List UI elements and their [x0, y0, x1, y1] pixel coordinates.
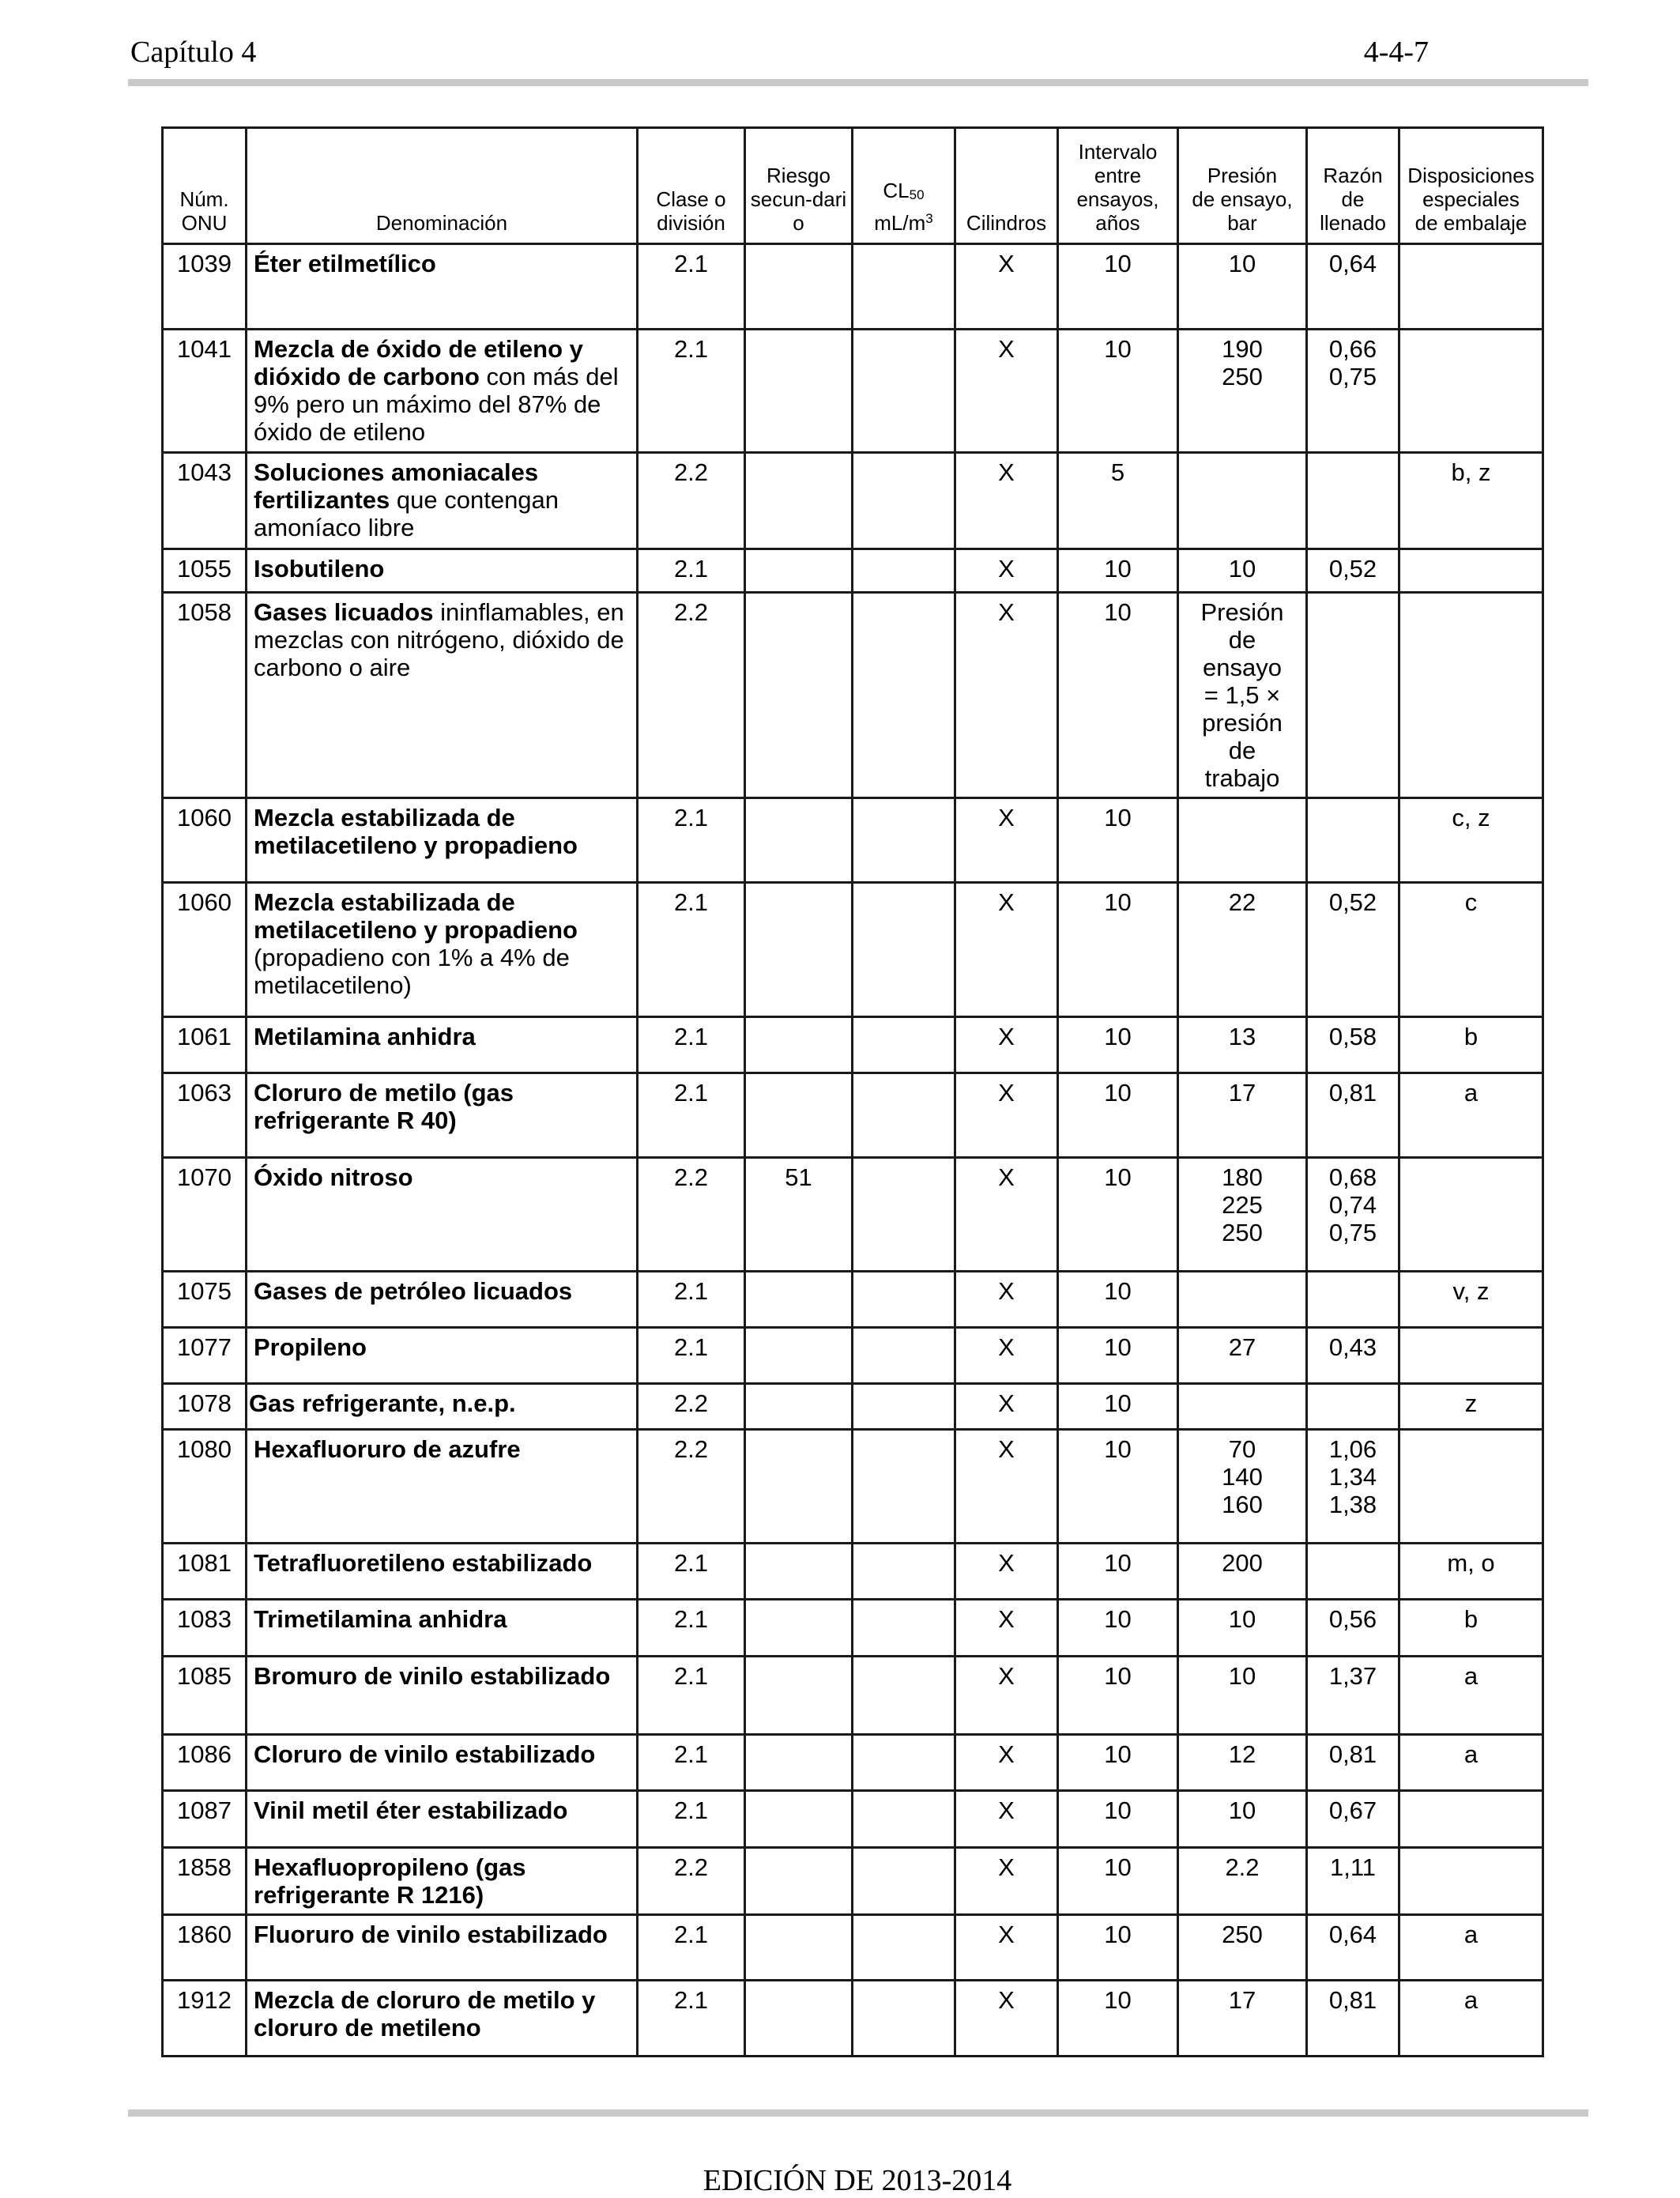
cell-interval: 10 — [1058, 1073, 1178, 1158]
cell-risk — [745, 1430, 853, 1544]
col-header-ratio: Razón de llenado — [1307, 128, 1399, 244]
denomination-bold: Cloruro de vinilo estabilizado — [254, 1740, 596, 1768]
cell-denomination — [247, 1158, 638, 1272]
cell-ratio: 0,66 0,75 — [1307, 330, 1399, 453]
cell-cylinders: X — [955, 1430, 1058, 1544]
table-row — [163, 1600, 1543, 1657]
cell-ratio — [1307, 453, 1399, 549]
cell-class: 2.1 — [638, 1600, 745, 1657]
cell-denomination — [247, 1430, 638, 1544]
cell-special — [1399, 330, 1543, 453]
cell-class: 2.1 — [638, 1073, 745, 1158]
cell-onu: 1858 — [163, 1848, 247, 1915]
cell-cl50 — [853, 1600, 955, 1657]
col-header-class: Clase o división — [638, 128, 745, 244]
cell-pressure: 13 — [1178, 1017, 1307, 1073]
cell-cl50 — [853, 1915, 955, 1981]
cell-risk — [745, 593, 853, 798]
denomination-bold: Soluciones amoniacales fertilizantes — [254, 458, 539, 514]
cell-denomination — [247, 244, 638, 330]
cell-special: c — [1399, 883, 1543, 1017]
table-row — [163, 1791, 1543, 1848]
cell-cylinders: X — [955, 1544, 1058, 1600]
cell-special: c, z — [1399, 798, 1543, 883]
cell-interval: 10 — [1058, 549, 1178, 593]
cell-interval: 5 — [1058, 453, 1178, 549]
cell-class: 2.2 — [638, 453, 745, 549]
denomination-bold: Gases licuados — [254, 598, 434, 626]
cell-onu: 1043 — [163, 453, 247, 549]
cell-interval: 10 — [1058, 1272, 1178, 1328]
cell-cylinders: X — [955, 1384, 1058, 1430]
cell-pressure: 12 — [1178, 1735, 1307, 1791]
table-row — [163, 330, 1543, 453]
cell-denomination — [247, 1328, 638, 1384]
col-header-name: Denominación — [247, 128, 638, 244]
cell-class: 2.1 — [638, 1272, 745, 1328]
table-row — [163, 1073, 1543, 1158]
cell-interval: 10 — [1058, 593, 1178, 798]
cell-interval: 10 — [1058, 1544, 1178, 1600]
cell-ratio: 0,67 — [1307, 1791, 1399, 1848]
chapter-label: Capítulo 4 — [130, 36, 257, 69]
cell-special: b — [1399, 1017, 1543, 1073]
table-row — [163, 1915, 1543, 1981]
cell-class: 2.1 — [638, 798, 745, 883]
denomination-bold: Mezcla de óxido de etileno y dióxido de carbono — [254, 335, 583, 390]
cell-special — [1399, 1430, 1543, 1544]
cell-class: 2.1 — [638, 549, 745, 593]
denomination-bold: Trimetilamina anhidra — [254, 1605, 507, 1633]
cell-onu: 1860 — [163, 1915, 247, 1981]
cell-risk — [745, 1915, 853, 1981]
cell-onu: 1055 — [163, 549, 247, 593]
cell-cylinders: X — [955, 1073, 1058, 1158]
cell-special — [1399, 549, 1543, 593]
cell-pressure: 17 — [1178, 1073, 1307, 1158]
cell-denomination — [247, 1848, 638, 1915]
cell-cl50 — [853, 1848, 955, 1915]
cell-pressure — [1178, 798, 1307, 883]
denomination-detail: (propadieno con 1% a 4% de metilacetileno) — [254, 944, 570, 999]
table-row — [163, 593, 1543, 798]
table-row — [163, 1735, 1543, 1791]
header-rule — [128, 79, 1588, 86]
cell-risk — [745, 1544, 853, 1600]
cell-ratio: 0,56 — [1307, 1600, 1399, 1657]
cell-risk — [745, 1791, 853, 1848]
table-row — [163, 1657, 1543, 1735]
cell-denomination — [247, 1981, 638, 2057]
cell-ratio: 1,06 1,34 1,38 — [1307, 1430, 1399, 1544]
cell-pressure: 22 — [1178, 883, 1307, 1017]
footer-rule — [128, 2109, 1588, 2117]
cell-cylinders: X — [955, 1017, 1058, 1073]
cell-risk — [745, 1981, 853, 2057]
cell-pressure: 10 — [1178, 1657, 1307, 1735]
col-header-special: Disposiciones especiales de embalaje — [1399, 128, 1543, 244]
cell-onu: 1080 — [163, 1430, 247, 1544]
cell-interval: 10 — [1058, 1735, 1178, 1791]
cell-cl50 — [853, 1272, 955, 1328]
cell-interval: 10 — [1058, 1430, 1178, 1544]
table-row — [163, 244, 1543, 330]
cell-denomination — [247, 1073, 638, 1158]
cell-class: 2.2 — [638, 593, 745, 798]
cell-denomination — [247, 1384, 638, 1430]
denomination-detail: ininflamables, en mezclas con nitrógeno, dióxido de carbono o aire — [254, 598, 624, 681]
cell-denomination — [247, 1017, 638, 1073]
cell-risk — [745, 1017, 853, 1073]
cell-ratio: 0,68 0,74 0,75 — [1307, 1158, 1399, 1272]
cell-risk — [745, 1600, 853, 1657]
edition-footer: EDICIÓN DE 2013-2014 — [703, 2164, 1012, 2197]
cell-special: z — [1399, 1384, 1543, 1430]
cell-special — [1399, 1328, 1543, 1384]
cell-denomination — [247, 1544, 638, 1600]
cell-ratio — [1307, 1384, 1399, 1430]
cell-interval: 10 — [1058, 1384, 1178, 1430]
denomination-bold: Hexafluopropileno (gas refrigerante R 1216) — [254, 1853, 526, 1909]
cell-cylinders: X — [955, 330, 1058, 453]
cell-interval: 10 — [1058, 1600, 1178, 1657]
cell-cylinders: X — [955, 1657, 1058, 1735]
cell-ratio: 1,11 — [1307, 1848, 1399, 1915]
cell-denomination — [247, 549, 638, 593]
cell-cl50 — [853, 1981, 955, 2057]
table-row — [163, 883, 1543, 1017]
cell-onu: 1912 — [163, 1981, 247, 2057]
cell-special: a — [1399, 1735, 1543, 1791]
cell-class: 2.2 — [638, 1848, 745, 1915]
denomination-detail: con más del 9% pero un máximo del 87% de óxido de etileno — [254, 363, 619, 446]
cell-denomination — [247, 883, 638, 1017]
cell-cylinders: X — [955, 883, 1058, 1017]
cell-ratio: 0,52 — [1307, 883, 1399, 1017]
denomination-bold: Óxido nitroso — [254, 1163, 413, 1191]
cell-ratio — [1307, 798, 1399, 883]
denomination-bold: Mezcla de cloruro de metilo y cloruro de metileno — [254, 1986, 596, 2042]
cell-cylinders: X — [955, 798, 1058, 883]
cell-pressure: 17 — [1178, 1981, 1307, 2057]
col-header-onu: Núm. ONU — [163, 128, 247, 244]
cell-onu: 1041 — [163, 330, 247, 453]
col-header-cylinders: Cilindros — [955, 128, 1058, 244]
cell-ratio: 0,58 — [1307, 1017, 1399, 1073]
cell-pressure: 200 — [1178, 1544, 1307, 1600]
cell-pressure: 190 250 — [1178, 330, 1307, 453]
cell-denomination — [247, 1272, 638, 1328]
cell-interval: 10 — [1058, 1848, 1178, 1915]
cell-risk — [745, 1848, 853, 1915]
cell-pressure: 180 225 250 — [1178, 1158, 1307, 1272]
table-row — [163, 1981, 1543, 2057]
cell-interval: 10 — [1058, 1328, 1178, 1384]
cell-ratio: 0,81 — [1307, 1735, 1399, 1791]
table-row — [163, 1848, 1543, 1915]
cell-onu: 1077 — [163, 1328, 247, 1384]
denomination-bold: Cloruro de metilo (gas refrigerante R 40) — [254, 1079, 514, 1134]
cell-class: 2.1 — [638, 1657, 745, 1735]
table-row — [163, 453, 1543, 549]
cell-risk — [745, 549, 853, 593]
cell-interval: 10 — [1058, 1158, 1178, 1272]
cell-risk — [745, 798, 853, 883]
table-body — [163, 244, 1543, 2057]
denomination-bold: Propileno — [254, 1333, 367, 1361]
cell-onu: 1086 — [163, 1735, 247, 1791]
denomination-bold: Hexafluoruro de azufre — [254, 1435, 521, 1463]
denomination-bold: Mezcla estabilizada de metilacetileno y propadieno — [254, 804, 578, 859]
cell-ratio: 0,43 — [1307, 1328, 1399, 1384]
cell-cylinders: X — [955, 1848, 1058, 1915]
cell-ratio: 0,52 — [1307, 549, 1399, 593]
col-header-cl50: $CL_{50}$ $mL/m^3$ — [853, 128, 955, 244]
cell-onu: 1060 — [163, 883, 247, 1017]
cell-ratio: 0,64 — [1307, 1915, 1399, 1981]
cell-special — [1399, 1791, 1543, 1848]
cell-class: 2.1 — [638, 1328, 745, 1384]
cell-class: 2.1 — [638, 1544, 745, 1600]
table-row — [163, 798, 1543, 883]
col-header-risk: Riesgo secun-dari o — [745, 128, 853, 244]
cell-denomination — [247, 1791, 638, 1848]
cell-cylinders: X — [955, 1981, 1058, 2057]
cell-class: 2.1 — [638, 1981, 745, 2057]
cell-onu: 1087 — [163, 1791, 247, 1848]
cell-class: 2.1 — [638, 883, 745, 1017]
cell-special — [1399, 1848, 1543, 1915]
cell-onu: 1085 — [163, 1657, 247, 1735]
denomination-detail: que contengan amoníaco libre — [254, 486, 559, 541]
cell-special: a — [1399, 1915, 1543, 1981]
cell-denomination — [247, 1735, 638, 1791]
denomination-bold: Bromuro de vinilo estabilizado — [254, 1662, 611, 1690]
cell-special: m, o — [1399, 1544, 1543, 1600]
cell-cylinders: X — [955, 1600, 1058, 1657]
cell-interval: 10 — [1058, 1791, 1178, 1848]
cell-interval: 10 — [1058, 883, 1178, 1017]
denomination-bold: Éter etilmetílico — [254, 250, 436, 277]
cell-cl50 — [853, 1384, 955, 1430]
cell-cylinders: X — [955, 1915, 1058, 1981]
cell-class: 2.2 — [638, 1158, 745, 1272]
table-row — [163, 1384, 1543, 1430]
cell-denomination — [247, 798, 638, 883]
cell-pressure: Presión de ensayo = 1,5 × presión de trabajo — [1178, 593, 1307, 798]
denomination-bold: Isobutileno — [254, 555, 385, 582]
cell-pressure: 27 — [1178, 1328, 1307, 1384]
cell-cl50 — [853, 244, 955, 330]
cell-risk: 51 — [745, 1158, 853, 1272]
cell-special: a — [1399, 1073, 1543, 1158]
cell-class: 2.2 — [638, 1430, 745, 1544]
cell-class: 2.2 — [638, 1384, 745, 1430]
cell-denomination — [247, 1657, 638, 1735]
cell-interval: 10 — [1058, 1017, 1178, 1073]
cell-class: 2.1 — [638, 1017, 745, 1073]
cell-pressure: 10 — [1178, 1791, 1307, 1848]
table-header-row — [163, 128, 1543, 244]
cell-cl50 — [853, 1430, 955, 1544]
cell-interval: 10 — [1058, 330, 1178, 453]
denomination-bold: Vinil metil éter estabilizado — [254, 1796, 568, 1824]
cell-cl50 — [853, 798, 955, 883]
cell-cl50 — [853, 549, 955, 593]
cell-cylinders: X — [955, 1158, 1058, 1272]
cell-cl50 — [853, 1657, 955, 1735]
cell-cl50 — [853, 1328, 955, 1384]
cell-denomination — [247, 1915, 638, 1981]
cell-interval: 10 — [1058, 1915, 1178, 1981]
cell-pressure: 10 — [1178, 549, 1307, 593]
cell-risk — [745, 244, 853, 330]
table-row — [163, 1328, 1543, 1384]
cell-cl50 — [853, 593, 955, 798]
cell-onu: 1070 — [163, 1158, 247, 1272]
denomination-bold: Tetrafluoretileno estabilizado — [254, 1549, 593, 1577]
cell-cl50 — [853, 1158, 955, 1272]
cell-risk — [745, 453, 853, 549]
cell-risk — [745, 883, 853, 1017]
cell-cl50 — [853, 1544, 955, 1600]
cell-ratio: 0,81 — [1307, 1073, 1399, 1158]
cell-onu: 1078 — [163, 1384, 247, 1430]
dangerous-goods-table — [161, 126, 1544, 2057]
table-row — [163, 1158, 1543, 1272]
cell-cylinders: X — [955, 453, 1058, 549]
page-number: 4-4-7 — [1363, 36, 1429, 69]
cell-denomination — [247, 453, 638, 549]
cell-onu: 1060 — [163, 798, 247, 883]
cell-interval: 10 — [1058, 1657, 1178, 1735]
cell-denomination — [247, 593, 638, 798]
cell-special — [1399, 593, 1543, 798]
cell-pressure: 10 — [1178, 244, 1307, 330]
cell-interval: 10 — [1058, 798, 1178, 883]
cell-class: 2.1 — [638, 1915, 745, 1981]
denomination-bold: Mezcla estabilizada de metilacetileno y propadieno — [254, 888, 578, 944]
cell-cl50 — [853, 330, 955, 453]
denomination-bold: Fluoruro de vinilo estabilizado — [254, 1921, 608, 1948]
cell-onu: 1058 — [163, 593, 247, 798]
cell-pressure — [1178, 1272, 1307, 1328]
cell-onu: 1083 — [163, 1600, 247, 1657]
cell-pressure — [1178, 453, 1307, 549]
cell-onu: 1075 — [163, 1272, 247, 1328]
cell-ratio: 1,37 — [1307, 1657, 1399, 1735]
cell-cylinders: X — [955, 1735, 1058, 1791]
cell-special — [1399, 1158, 1543, 1272]
cell-class: 2.1 — [638, 1791, 745, 1848]
cell-class: 2.1 — [638, 1735, 745, 1791]
cell-class: 2.1 — [638, 244, 745, 330]
cell-special: a — [1399, 1657, 1543, 1735]
col-header-pressure: Presión de ensayo, bar — [1178, 128, 1307, 244]
cell-cylinders: X — [955, 1272, 1058, 1328]
cell-denomination — [247, 1600, 638, 1657]
cell-class: 2.1 — [638, 330, 745, 453]
cell-cylinders: X — [955, 549, 1058, 593]
table-row — [163, 1430, 1543, 1544]
cell-onu: 1081 — [163, 1544, 247, 1600]
cell-risk — [745, 1657, 853, 1735]
denomination-bold: Gases de petróleo licuados — [254, 1277, 573, 1305]
cell-risk — [745, 1272, 853, 1328]
cell-cylinders: X — [955, 244, 1058, 330]
cell-denomination — [247, 330, 638, 453]
cell-ratio — [1307, 1272, 1399, 1328]
cell-cylinders: X — [955, 1791, 1058, 1848]
cell-pressure: 70 140 160 — [1178, 1430, 1307, 1544]
cell-cl50 — [853, 1017, 955, 1073]
cell-risk — [745, 1735, 853, 1791]
cell-risk — [745, 1328, 853, 1384]
cell-ratio — [1307, 593, 1399, 798]
cell-special: b, z — [1399, 453, 1543, 549]
col-header-interval: Intervalo entre ensayos, años — [1058, 128, 1178, 244]
cell-special — [1399, 244, 1543, 330]
cell-pressure — [1178, 1384, 1307, 1430]
cell-interval: 10 — [1058, 1981, 1178, 2057]
table-row — [163, 1272, 1543, 1328]
cell-ratio: 0,64 — [1307, 244, 1399, 330]
table-row — [163, 1017, 1543, 1073]
denomination-bold: Gas refrigerante, n.e.p. — [249, 1389, 516, 1417]
cell-pressure: 10 — [1178, 1600, 1307, 1657]
cell-onu: 1061 — [163, 1017, 247, 1073]
cell-cylinders: X — [955, 593, 1058, 798]
cell-interval: 10 — [1058, 244, 1178, 330]
cell-ratio: 0,81 — [1307, 1981, 1399, 2057]
table-row — [163, 549, 1543, 593]
cell-special: a — [1399, 1981, 1543, 2057]
cell-cylinders: X — [955, 1328, 1058, 1384]
table-row — [163, 1544, 1543, 1600]
cell-risk — [745, 330, 853, 453]
cell-onu: 1063 — [163, 1073, 247, 1158]
cell-cl50 — [853, 883, 955, 1017]
cell-special: b — [1399, 1600, 1543, 1657]
cell-cl50 — [853, 453, 955, 549]
cell-risk — [745, 1073, 853, 1158]
cell-special: v, z — [1399, 1272, 1543, 1328]
cell-ratio — [1307, 1544, 1399, 1600]
cell-cl50 — [853, 1735, 955, 1791]
cell-pressure: 250 — [1178, 1915, 1307, 1981]
cell-pressure: 2.2 — [1178, 1848, 1307, 1915]
cell-onu: 1039 — [163, 244, 247, 330]
cell-risk — [745, 1384, 853, 1430]
cell-cl50 — [853, 1791, 955, 1848]
denomination-bold: Metilamina anhidra — [254, 1023, 476, 1050]
cell-cl50 — [853, 1073, 955, 1158]
